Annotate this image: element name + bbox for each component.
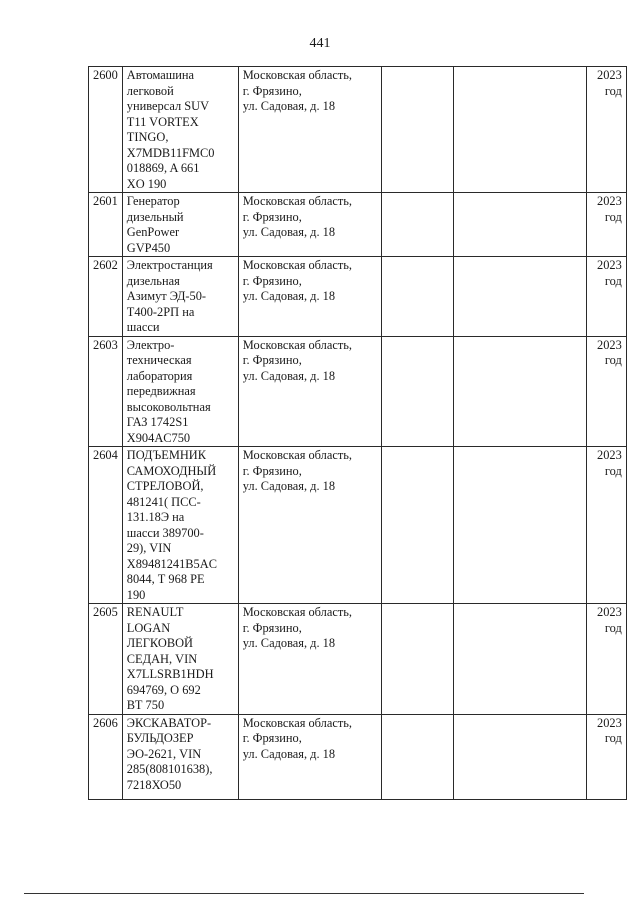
name-line: легковой [126, 83, 174, 98]
empty-cell [381, 257, 453, 337]
name-line: ЭКСКАВАТОР- [126, 715, 212, 730]
name-line: ЭО-2621, VIN [126, 746, 202, 761]
empty-cell [453, 604, 586, 715]
property-name [122, 336, 238, 447]
year-cell [586, 447, 626, 604]
property-name [122, 257, 238, 337]
name-line: Азимут ЭД-50- [126, 289, 207, 303]
year-unit: год [604, 353, 622, 367]
property-address [238, 447, 381, 604]
year-unit: год [604, 273, 622, 288]
address-line: Московская область, [242, 715, 353, 730]
property-address [238, 67, 381, 193]
name-line: техническая [126, 353, 192, 367]
year-unit: год [604, 209, 622, 224]
year-value: 2023 [597, 715, 622, 730]
address-line: ул. Садовая, д. 18 [242, 368, 336, 383]
year-value: 2023 [597, 448, 622, 462]
name-line: 8044, Т 968 РЕ [126, 572, 205, 586]
row-number: 2602 [89, 257, 123, 337]
property-name [122, 714, 238, 799]
year-cell [586, 67, 626, 193]
name-line: СЕДАН, VIN [126, 651, 198, 666]
name-line: 7218ХО50 [126, 777, 182, 792]
address-line: Московская область, [242, 194, 353, 208]
property-address [238, 604, 381, 715]
table-row [89, 193, 627, 257]
name-line: X904AC750 [126, 430, 191, 445]
address-line: г. Фрязино, [242, 353, 302, 367]
name-line: передвижная [126, 384, 196, 398]
table-row [89, 67, 627, 193]
table-row [89, 257, 627, 337]
address-line: г. Фрязино, [242, 83, 302, 98]
row-number: 2606 [89, 714, 123, 799]
name-line: лаборатория [126, 368, 193, 383]
empty-cell [381, 336, 453, 447]
year-cell [586, 604, 626, 715]
empty-cell [381, 447, 453, 604]
row-number: 2601 [89, 193, 123, 257]
address-line: ул. Садовая, д. 18 [242, 636, 336, 650]
name-line: RENAULT [126, 605, 184, 619]
year-unit: год [604, 463, 622, 478]
registry-table [88, 66, 627, 800]
name-line: высоковольтная [126, 399, 211, 414]
property-name [122, 447, 238, 604]
name-line: X89481241B5AC [126, 556, 217, 571]
empty-cell [381, 714, 453, 799]
address-line: Московская область, [242, 68, 353, 82]
page-bottom-rule [24, 893, 584, 894]
address-line: г. Фрязино, [242, 463, 302, 478]
name-line: ПОДЪЕМНИК [126, 448, 207, 462]
address-line: ул. Садовая, д. 18 [242, 99, 336, 113]
empty-cell [381, 67, 453, 193]
year-value: 2023 [597, 68, 622, 82]
name-line: GenPower [126, 225, 180, 239]
address-line: ул. Садовая, д. 18 [242, 289, 336, 303]
address-line: г. Фрязино, [242, 620, 302, 635]
address-line: Московская область, [242, 258, 353, 272]
year-unit: год [604, 83, 622, 98]
name-line: 285(808101638), [126, 762, 213, 776]
property-name [122, 193, 238, 257]
name-line: T11 VORTEX [126, 114, 199, 129]
name-line: 481241( ПСС- [126, 494, 201, 509]
name-line: шасси 389700- [126, 525, 204, 540]
property-name [122, 67, 238, 193]
name-line: БУЛЬДОЗЕР [126, 731, 194, 745]
address-line: Московская область, [242, 337, 353, 352]
name-line: 694769, О 692 [126, 682, 201, 697]
name-line: LOGAN [126, 620, 171, 635]
year-cell [586, 336, 626, 447]
year-value: 2023 [597, 605, 622, 619]
row-number: 2603 [89, 336, 123, 447]
name-line: X7MDB11FMC0 [126, 145, 215, 160]
table-row [89, 447, 627, 604]
year-unit: год [604, 620, 622, 635]
year-value: 2023 [597, 258, 622, 272]
name-line: Автомашина [126, 68, 195, 82]
address-line: г. Фрязино, [242, 273, 302, 288]
property-name [122, 604, 238, 715]
property-address [238, 257, 381, 337]
address-line: Московская область, [242, 605, 353, 619]
table-row [89, 604, 627, 715]
year-unit: год [604, 731, 622, 745]
address-line: ул. Садовая, д. 18 [242, 225, 336, 239]
address-line: г. Фрязино, [242, 209, 302, 224]
name-line: дизельная [126, 273, 180, 288]
name-line: 190 [126, 587, 146, 602]
address-line: ул. Садовая, д. 18 [242, 479, 336, 493]
name-line: ЛЕГКОВОЙ [126, 636, 193, 650]
name-line: СТРЕЛОВОЙ, [126, 479, 204, 493]
name-line: TINGO, [126, 130, 169, 144]
table-row [89, 336, 627, 447]
empty-cell [453, 714, 586, 799]
row-number: 2600 [89, 67, 123, 193]
empty-cell [453, 336, 586, 447]
page-number: 441 [309, 36, 331, 51]
year-cell [586, 714, 626, 799]
year-cell [586, 257, 626, 337]
name-line: 018869, A 661 [126, 161, 200, 175]
property-address [238, 336, 381, 447]
empty-cell [453, 447, 586, 604]
name-line: XO 190 [126, 176, 167, 191]
empty-cell [453, 193, 586, 257]
address-line: г. Фрязино, [242, 731, 302, 745]
year-cell [586, 193, 626, 257]
name-line: GVP450 [126, 240, 171, 255]
name-line: шасси [126, 320, 160, 334]
row-number: 2604 [89, 447, 123, 604]
property-address [238, 714, 381, 799]
name-line: X7LLSRB1HDH [126, 667, 214, 681]
empty-cell [381, 604, 453, 715]
address-line: ул. Садовая, д. 18 [242, 746, 336, 761]
empty-cell [453, 67, 586, 193]
name-line: Электростанция [126, 258, 213, 272]
name-line: Электро- [126, 337, 175, 352]
row-number: 2605 [89, 604, 123, 715]
name-line: САМОХОДНЫЙ [126, 463, 217, 478]
name-line: Т400-2РП на [126, 304, 195, 319]
name-line: Генератор [126, 194, 180, 208]
empty-cell [453, 257, 586, 337]
name-line: дизельный [126, 209, 184, 224]
year-value: 2023 [597, 194, 622, 208]
address-line: Московская область, [242, 448, 353, 462]
property-address [238, 193, 381, 257]
table-row [89, 714, 627, 799]
name-line: 131.18Э на [126, 510, 185, 524]
empty-cell [381, 193, 453, 257]
name-line: ГАЗ 1742S1 [126, 415, 189, 429]
name-line: ВТ 750 [126, 698, 165, 712]
name-line: 29), VIN [126, 541, 172, 555]
year-value: 2023 [597, 337, 622, 352]
name-line: универсал SUV [126, 99, 210, 113]
